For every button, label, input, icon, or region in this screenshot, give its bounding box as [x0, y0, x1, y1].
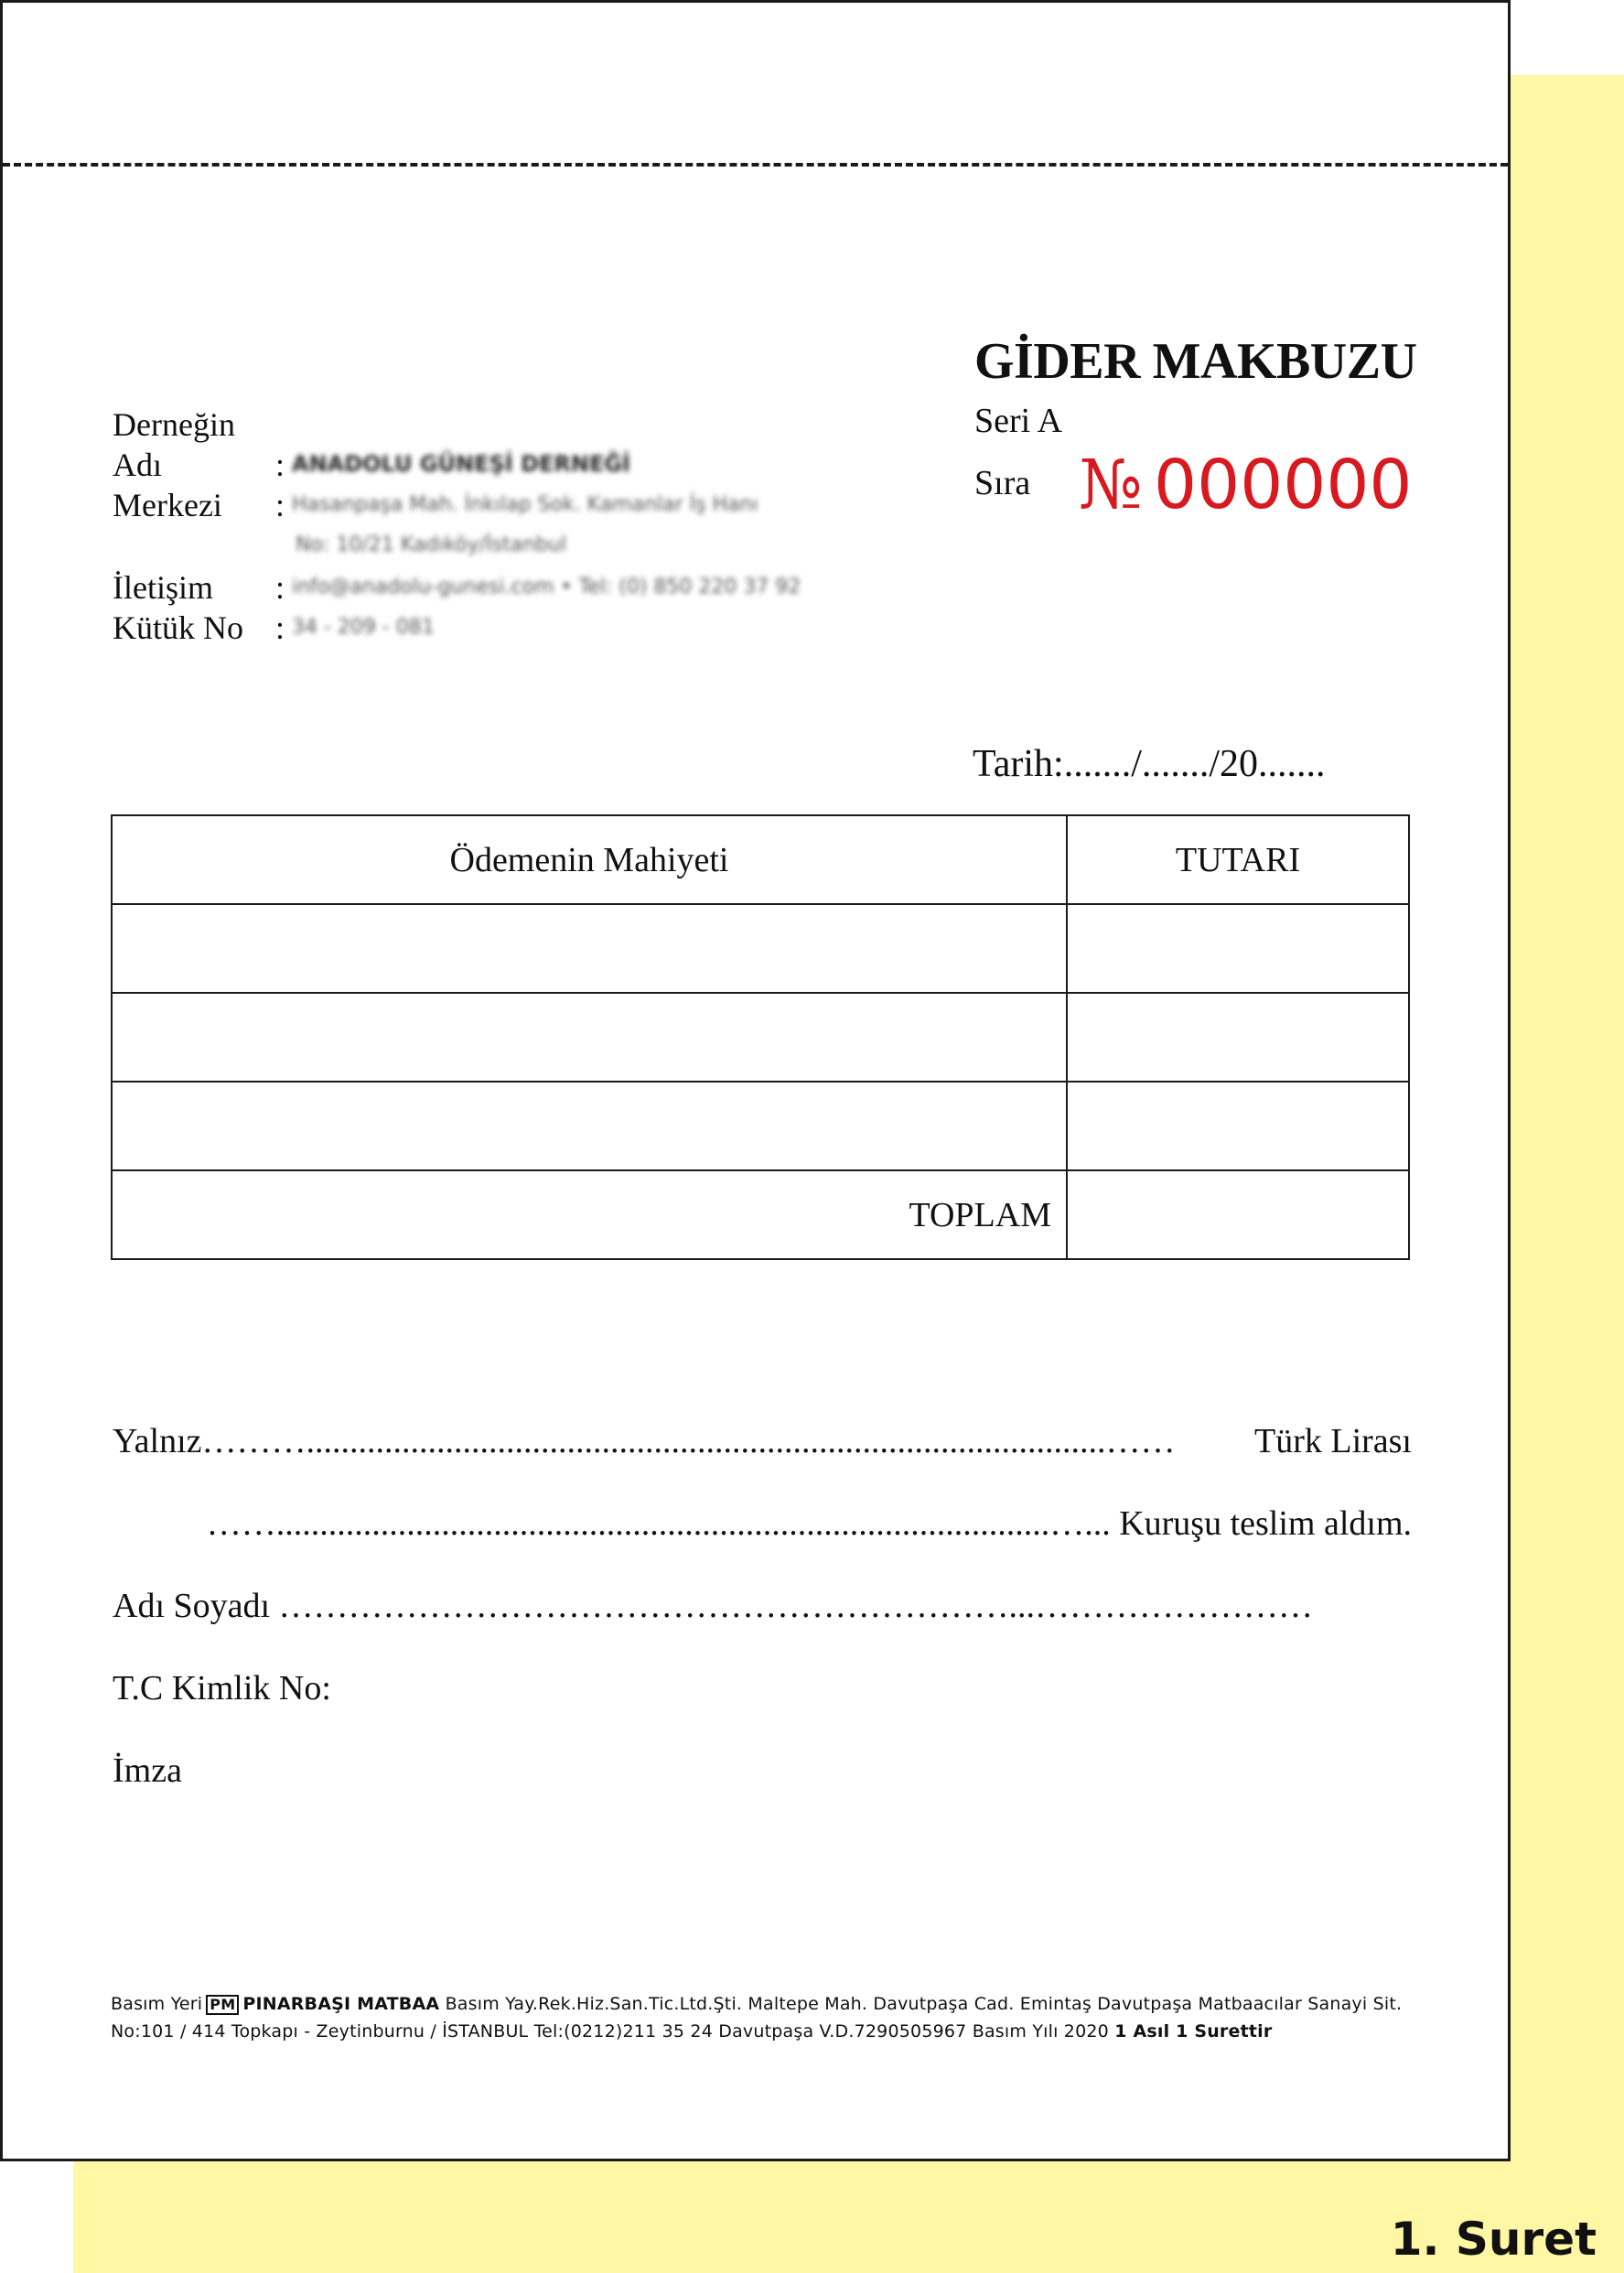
- total-amount-cell[interactable]: [1067, 1170, 1409, 1259]
- copy-label: 1. Suret: [1390, 2213, 1597, 2266]
- printer-logo: PM: [206, 1995, 239, 2015]
- perforation-line: [3, 163, 1508, 167]
- amount-cell[interactable]: [1067, 993, 1409, 1082]
- receipt-paper: GİDER MAKBUZU Seri A Sıra № 000000 Derneğin Adı : ANADOLU GÜNEŞİ DERNEĞİ Merkezi : Hasanpaşa Mah. İnkılap Sok. Kamanlar İş Hanı No: 10/21 Kadıköy/İstanbul İletişim : info@anadolu-gunesi.com • Tel: (0) 850 220 37 92 Kütük No : 34 - 209 - 081 Tarih:......./......./20....... Ödemenin Mahiyeti TUTARI TOPLAM Yalnız………............................................................................................…… Türk Lirası …….........................................................................................…... Kuruşu teslim aldım. Adı Soyadı ………………………………………………………...…………………… T.C Kimlik No: İmza Basım Yeri PM PINARBAŞI MATBAA Basım Yay.Rek.Hiz.San.Tic.Ltd.Şti. Maltepe Mah. Davutpaşa Cad. Emintaş Davutpaşa Matbaacılar Sanayi Sit. No:101 / 414 Topkapı - Zeytinburnu / İSTANBUL Tel:(0212)211 35 24 Davutpaşa V.D.7290505967 Basım Yılı 2020 1 Asıl 1 Surettir: [0, 0, 1511, 2161]
- description-column-header: Ödemenin Mahiyeti: [112, 815, 1067, 904]
- org-contact-value: info@anadolu-gunesi.com • Tel: (0) 850 220 37 92: [292, 576, 801, 598]
- serial-digits: 000000: [1154, 446, 1413, 524]
- org-address-continuation: No: 10/21 Kadıköy/İstanbul: [296, 533, 567, 556]
- printer-info-line-2: No:101 / 414 Topkapı - Zeytinburnu / İSTANBUL Tel:(0212)211 35 24 Davutpaşa V.D.7290505967 Basım Yılı 2020 1 Asıl 1 Surettir: [111, 2021, 1273, 2041]
- tc-id-field[interactable]: T.C Kimlik No:: [113, 1669, 331, 1707]
- amount-column-header: TUTARI: [1067, 815, 1409, 904]
- org-center-label: Merkezi: [113, 487, 222, 523]
- numero-sign: №: [1079, 446, 1144, 524]
- table-header-row: [112, 815, 1409, 904]
- printer-info-line-1: Basım Yeri PM PINARBAŞI MATBAA Basım Yay.Rek.Hiz.San.Tic.Ltd.Şti. Maltepe Mah. Davutpaşa Cad. Emintaş Davutpaşa Matbaacılar Sanayi Sit.: [111, 1994, 1403, 2014]
- description-cell[interactable]: [112, 904, 1067, 993]
- printer-name: PINARBAŞI MATBAA: [242, 1994, 440, 2014]
- table-row: [112, 904, 1409, 993]
- org-name-value: ANADOLU GÜNEŞİ DERNEĞİ: [292, 451, 630, 477]
- name-surname-field[interactable]: Adı Soyadı ………………………………………………………...……………………: [113, 1587, 1314, 1625]
- document-title: GİDER MAKBUZU: [974, 333, 1417, 390]
- table-row: [112, 993, 1409, 1082]
- currency-label: Türk Lirası: [1253, 1422, 1412, 1460]
- organization-heading: Derneğin: [113, 406, 235, 443]
- total-label: TOPLAM: [112, 1170, 1067, 1259]
- org-registry-value: 34 - 209 - 081: [292, 616, 435, 639]
- org-name-label: Adı: [113, 447, 162, 483]
- amount-cell[interactable]: [1067, 1082, 1409, 1170]
- total-row: [112, 1170, 1409, 1259]
- copy-count: 1 Asıl 1 Surettir: [1114, 2021, 1273, 2041]
- amount-in-words-line[interactable]: [113, 1421, 1412, 1461]
- sequence-label: Sıra: [974, 464, 1031, 502]
- signature-field[interactable]: İmza: [113, 1751, 182, 1790]
- serial-number: [1079, 446, 1413, 524]
- table-row: [112, 1082, 1409, 1170]
- org-registry-label: Kütük No: [113, 609, 243, 646]
- payment-table: [111, 814, 1410, 1260]
- amount-cell[interactable]: [1067, 904, 1409, 993]
- series-label: Seri A: [974, 402, 1063, 440]
- description-cell[interactable]: [112, 1082, 1067, 1170]
- org-center-value: Hasanpaşa Mah. İnkılap Sok. Kamanlar İş Hanı: [292, 493, 758, 516]
- org-contact-label: İletişim: [113, 569, 213, 606]
- amount-in-words-dots: Yalnız………............................................................................................……: [113, 1422, 1176, 1460]
- kurus-text: …….........................................................................................…... Kuruşu teslim aldım.: [206, 1504, 1412, 1543]
- date-field[interactable]: Tarih:......./......./20.......: [973, 743, 1326, 785]
- description-cell[interactable]: [112, 993, 1067, 1082]
